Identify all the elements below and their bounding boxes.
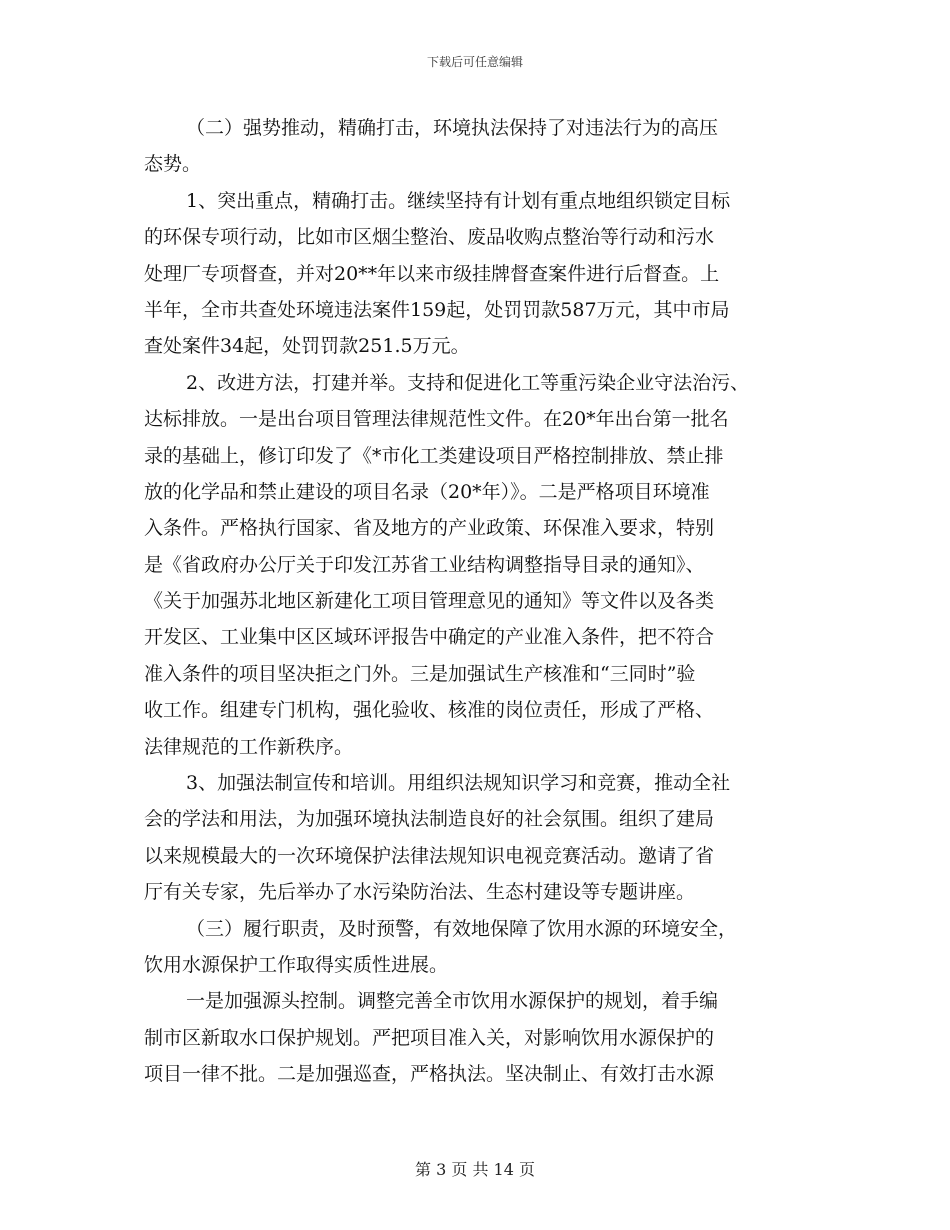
text-line: 达标排放。一是出台项目管理法律规范性文件。在20*年出台第一批名 bbox=[144, 408, 729, 431]
text-line: 开发区、工业集中区区域环评报告中确定的产业准入条件，把不符合 bbox=[144, 626, 715, 649]
text-line: 一是加强源头控制。调整完善全市饮用水源保护的规划，着手编 bbox=[186, 990, 719, 1013]
text-line: 2、改进方法，打建并举。支持和促进化工等重污染企业守法治污、 bbox=[186, 371, 750, 394]
text-line: 态势。 bbox=[144, 153, 202, 176]
text-line: 录的基础上，修订印发了《*市化工类建设项目严格控制排放、禁止排 bbox=[144, 444, 724, 467]
text-line: 会的学法和用法，为加强环境执法制造良好的社会氛围。组织了建局 bbox=[144, 808, 715, 831]
page-footer: 第 3 页 共 14 页 bbox=[415, 1160, 535, 1179]
text-line: （三）履行职责，及时预警，有效地保障了饮用水源的环境安全， bbox=[186, 917, 738, 940]
text-line: 饮用水源保护工作取得实质性进展。 bbox=[144, 953, 449, 976]
text-line: 入条件。严格执行国家、省及地方的产业政策、环保准入要求，特别 bbox=[144, 517, 715, 540]
text-line: 是《省政府办公厅关于印发江苏省工业结构调整指导目录的通知》、 bbox=[144, 553, 705, 576]
text-line: 放的化学品和禁止建设的项目名录（20*年）》。二是严格项目环境准 bbox=[144, 480, 710, 503]
text-line: 法律规范的工作新秩序。 bbox=[144, 735, 354, 758]
text-line: 半年，全市共查处环境违法案件159起，处罚罚款587万元，其中市局 bbox=[144, 298, 730, 321]
document-body bbox=[144, 110, 809, 1093]
text-line: 厅有关专家，先后举办了水污染防治法、生态村建设等专题讲座。 bbox=[144, 881, 696, 904]
text-line: 项目一律不批。二是加强巡查，严格执法。坚决制止、有效打击水源 bbox=[144, 1063, 715, 1086]
text-line: 的环保专项行动，比如市区烟尘整治、废品收购点整治等行动和污水 bbox=[144, 226, 715, 249]
text-line: 处理厂专项督查，并对20**年以来市级挂牌督查案件进行后督查。上 bbox=[144, 262, 720, 285]
text-line: 收工作。组建专门机构，强化验收、核准的岗位责任，形成了严格、 bbox=[144, 699, 715, 722]
text-line: 查处案件34起，处罚罚款251.5万元。 bbox=[144, 335, 470, 358]
text-line: 《关于加强苏北地区新建化工项目管理意见的通知》等文件以及各类 bbox=[144, 590, 715, 613]
text-line: （二）强势推动，精确打击，环境执法保持了对违法行为的高压 bbox=[186, 117, 719, 139]
text-line: 3、加强法制宣传和培训。用组织法规知识学习和竞赛，推动全社 bbox=[186, 772, 731, 795]
text-line: 准入条件的项目坚决拒之门外。三是加强试生产核准和“三同时”验 bbox=[144, 662, 696, 685]
text-line: 制市区新取水口保护规划。严把项目准入关，对影响饮用水源保护的 bbox=[144, 1026, 715, 1049]
text-line: 1、突出重点，精确打击。继续坚持有计划有重点地组织锁定目标 bbox=[186, 189, 731, 212]
text-line: 以来规模最大的一次环境保护法律法规知识电视竞赛活动。邀请了省 bbox=[144, 844, 715, 867]
page-header: 下载后可任意编辑 bbox=[426, 55, 523, 69]
